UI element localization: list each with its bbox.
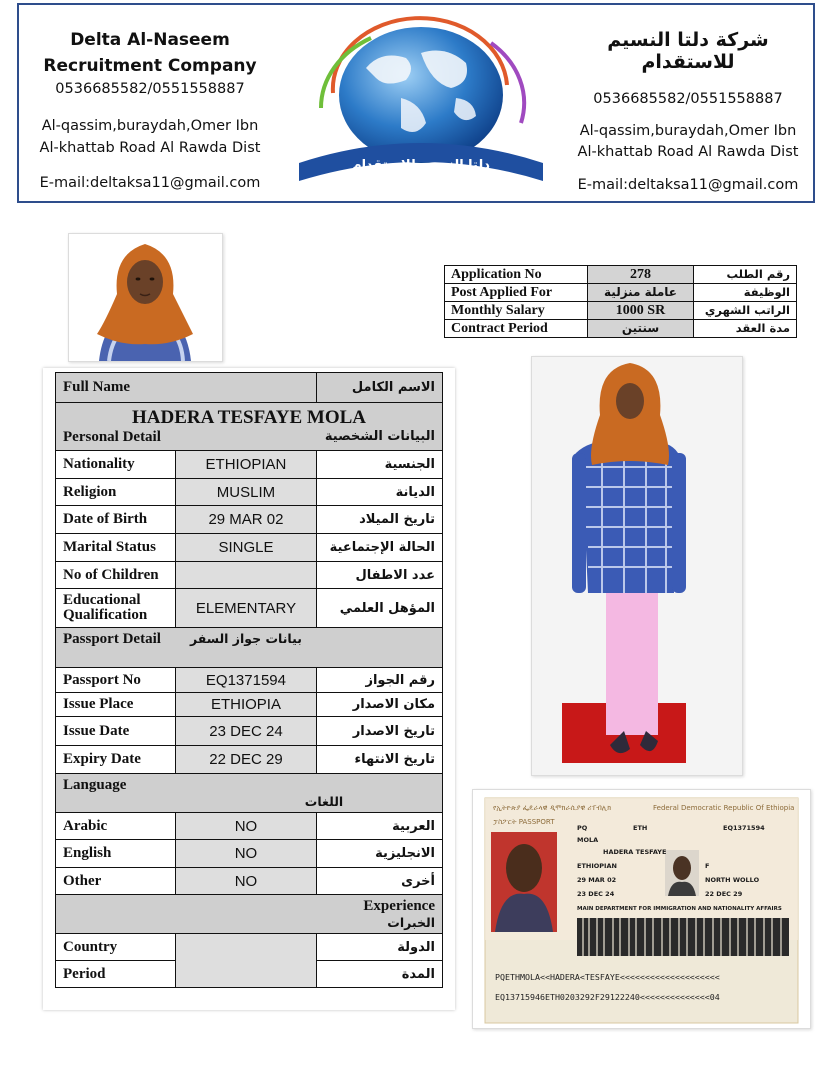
contract-period-label: Contract Period <box>445 320 588 338</box>
portrait-photo <box>68 233 223 362</box>
language-arabic: اللغات <box>304 794 344 809</box>
english-value: NO <box>175 840 317 868</box>
marital-status-arabic: الحالة الإجتماعية <box>317 534 443 562</box>
phone-right: 0536685582/0551558887 <box>593 91 783 107</box>
other-arabic: أخرى <box>317 868 443 895</box>
nationality-label: Nationality <box>56 451 176 479</box>
passport-expiry-date: 22 DEC 29 <box>705 890 743 898</box>
phone-left: 0536685582/0551558887 <box>55 81 245 97</box>
passport-country-code: ETH <box>633 824 648 832</box>
application-row <box>445 284 797 302</box>
table-row <box>56 668 443 693</box>
table-row <box>56 717 443 746</box>
passport-detail-header-row <box>56 628 443 668</box>
expiry-date-label: Expiry Date <box>56 746 176 774</box>
period-label: Period <box>56 961 176 988</box>
contract-period-value: سنتين <box>588 320 694 338</box>
table-row <box>56 589 443 628</box>
date-of-birth-label: Date of Birth <box>56 506 176 534</box>
nationality-arabic: الجنسية <box>317 451 443 479</box>
passport-nationality: ETHIOPIAN <box>577 862 617 870</box>
expiry-date-value: 22 DEC 29 <box>175 746 317 774</box>
date-of-birth-arabic: تاريخ الميلاد <box>317 506 443 534</box>
english-label: English <box>56 840 176 868</box>
company-name-line2: Recruitment Company <box>43 56 257 76</box>
passport-place-of-birth: NORTH WOLLO <box>705 876 760 884</box>
full-name-label: Full Name <box>56 373 317 403</box>
application-row <box>445 266 797 284</box>
table-row <box>56 813 443 840</box>
letterhead <box>17 3 815 203</box>
personal-detail-arabic: البيانات الشخصية <box>324 429 435 444</box>
passport-sex: F <box>705 862 710 870</box>
passport-detail-arabic: بيانات جواز السفر <box>175 628 317 668</box>
passport-given-names: HADERA TESFAYE <box>603 848 667 856</box>
company-logo <box>281 13 556 198</box>
passport-no-label: Passport No <box>56 668 176 693</box>
table-row <box>56 693 443 717</box>
passport-header-amharic: የኢትዮጵያ ፌዴራላዊ ዲሞክራሲያዊ ሪፐብሊክ <box>493 804 612 812</box>
monthly-salary-label: Monthly Salary <box>445 302 588 320</box>
no-of-children-value <box>175 562 317 589</box>
letterhead-english <box>19 5 281 191</box>
table-row <box>56 562 443 589</box>
table-row <box>56 840 443 868</box>
application-row <box>445 320 797 338</box>
language-label: Language <box>63 777 127 793</box>
email-left: E-mail:deltaksa11@gmail.com <box>39 175 261 191</box>
passport-header-english: Federal Democratic Republic Of Ethiopia <box>653 804 795 812</box>
address-left-line1: Al-qassim,buraydah,Omer Ibn <box>41 118 259 134</box>
arabic-value: NO <box>175 813 317 840</box>
education-arabic: المؤهل العلمي <box>317 589 443 628</box>
full-name-header-row <box>56 373 443 403</box>
country-arabic: الدولة <box>317 934 443 961</box>
passport-dob: 29 MAR 02 <box>577 876 617 884</box>
experience-value <box>175 934 317 988</box>
passport-type: PQ <box>577 824 588 832</box>
table-row <box>56 934 443 961</box>
arabic-label: Arabic <box>56 813 176 840</box>
passport-no-arabic: رقم الجواز <box>317 668 443 693</box>
other-value: NO <box>175 868 317 895</box>
company-name-arabic: شركة دلتا النسيم للاستقدام <box>607 29 769 73</box>
religion-label: Religion <box>56 479 176 506</box>
nationality-value: ETHIOPIAN <box>175 451 317 479</box>
logo-text: دلتا النسيم للاستقدام <box>352 158 490 173</box>
full-name-arabic: الاسم الكامل <box>317 373 443 403</box>
address-right-line2: Al-khattab Road Al Rawda Dist <box>577 144 799 160</box>
religion-arabic: الديانة <box>317 479 443 506</box>
email-right: E-mail:deltaksa11@gmail.com <box>577 177 799 193</box>
monthly-salary-arabic: الراتب الشهري <box>694 302 797 320</box>
table-row <box>56 534 443 562</box>
personal-detail-label: Personal Detail <box>63 429 161 445</box>
table-row <box>56 746 443 774</box>
education-label: Educational Qualification <box>56 589 176 628</box>
experience-header-row <box>56 895 443 934</box>
monthly-salary-value: 1000 SR <box>588 302 694 320</box>
passport-surname: MOLA <box>577 836 599 844</box>
application-no-value: 278 <box>588 266 694 284</box>
applicant-form <box>43 368 455 1010</box>
country-label: Country <box>56 934 176 961</box>
full-name-value: HADERA TESFAYE MOLA <box>131 407 367 428</box>
passport-no-value: EQ1371594 <box>175 668 317 693</box>
experience-label: Experience <box>363 898 435 914</box>
passport-word: ፓስፖርት PASSPORT <box>493 818 555 826</box>
issue-date-label: Issue Date <box>56 717 176 746</box>
letterhead-arabic <box>563 5 813 193</box>
passport-scan <box>472 789 811 1029</box>
post-applied-arabic: الوظيفة <box>694 284 797 302</box>
marital-status-value: SINGLE <box>175 534 317 562</box>
contract-period-arabic: مدة العقد <box>694 320 797 338</box>
table-row <box>56 479 443 506</box>
issue-place-label: Issue Place <box>56 693 176 717</box>
application-no-arabic: رقم الطلب <box>694 266 797 284</box>
date-of-birth-value: 29 MAR 02 <box>175 506 317 534</box>
post-applied-value: عاملة منزلية <box>588 284 694 302</box>
application-table <box>444 265 797 338</box>
religion-value: MUSLIM <box>175 479 317 506</box>
address-left-line2: Al-khattab Road Al Rawda Dist <box>39 140 261 156</box>
issue-place-arabic: مكان الاصدار <box>317 693 443 717</box>
other-label: Other <box>56 868 176 895</box>
passport-mrz-line1: PQETHMOLA<<HADERA<TESFAYE<<<<<<<<<<<<<<<<<<<< <box>495 972 720 982</box>
issue-place-value: ETHIOPIA <box>175 693 317 717</box>
applicant-form-table <box>55 372 443 988</box>
issue-date-arabic: تاريخ الاصدار <box>317 717 443 746</box>
table-row <box>56 451 443 479</box>
expiry-date-arabic: تاريخ الانتهاء <box>317 746 443 774</box>
issue-date-value: 23 DEC 24 <box>175 717 317 746</box>
post-applied-label: Post Applied For <box>445 284 588 302</box>
no-of-children-arabic: عدد الاطفال <box>317 562 443 589</box>
table-row <box>56 506 443 534</box>
period-arabic: المدة <box>317 961 443 988</box>
education-value: ELEMENTARY <box>175 589 317 628</box>
passport-mrz-line2: EQ13715946ETH0203292F29122240<<<<<<<<<<<<<<04 <box>495 992 720 1002</box>
no-of-children-label: No of Children <box>56 562 176 589</box>
language-header-row <box>56 774 443 813</box>
marital-status-label: Marital Status <box>56 534 176 562</box>
passport-issue-date: 23 DEC 24 <box>577 890 615 898</box>
application-no-label: Application No <box>445 266 588 284</box>
company-name-line1: Delta Al-Naseem <box>70 30 230 50</box>
full-name-row <box>56 403 443 451</box>
passport-detail-label: Passport Detail <box>56 628 176 668</box>
arabic-arabic: العربية <box>317 813 443 840</box>
passport-authority: MAIN DEPARTMENT FOR IMMIGRATION AND NATIONALITY AFFAIRS <box>577 906 782 912</box>
table-row <box>56 868 443 895</box>
application-row <box>445 302 797 320</box>
experience-arabic: الخبرات <box>387 915 435 930</box>
full-body-photo <box>531 356 743 776</box>
address-right-line1: Al-qassim,buraydah,Omer Ibn <box>579 123 797 139</box>
passport-number: EQ1371594 <box>723 824 765 832</box>
english-arabic: الانجليزية <box>317 840 443 868</box>
